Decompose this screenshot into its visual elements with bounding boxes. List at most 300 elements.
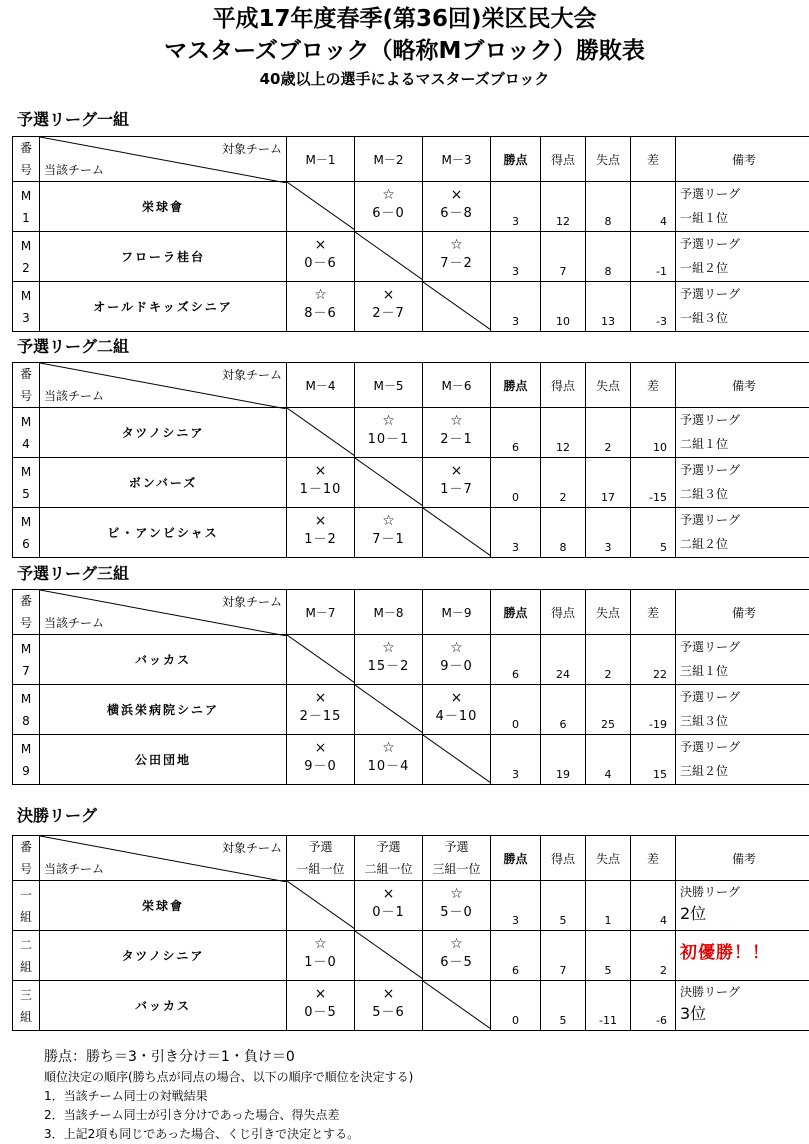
match-score: 1－7	[423, 481, 490, 499]
wins-points: 0	[491, 685, 541, 735]
standings-table	[12, 835, 809, 1031]
team-number	[13, 182, 40, 232]
win-star-icon: ☆	[355, 411, 422, 431]
number-header-bottom: 号	[13, 858, 39, 880]
points-conceded: 1	[586, 881, 631, 931]
win-star-icon: ☆	[423, 411, 490, 431]
header-row	[13, 590, 809, 635]
number-header-top: 番	[13, 836, 39, 858]
team-number-bottom: 2	[13, 257, 39, 279]
points-conceded: -11	[586, 981, 631, 1031]
opponent-header: M－7	[287, 590, 355, 635]
scored-header: 得点	[541, 836, 586, 881]
match-score: 4－10	[423, 708, 490, 726]
number-header-top: 番	[13, 363, 39, 385]
points-conceded: 13	[586, 282, 631, 332]
remarks-line-2: 一組２位	[680, 256, 809, 280]
table-row	[13, 981, 809, 1031]
remarks	[676, 931, 809, 981]
match-result	[355, 508, 423, 558]
team-header	[40, 363, 287, 408]
number-header	[13, 590, 40, 635]
table-row	[13, 735, 809, 785]
remarks	[676, 508, 809, 558]
loss-cross-icon: ×	[287, 511, 354, 531]
table-row	[13, 508, 809, 558]
team-name: 公田団地	[40, 735, 287, 785]
legend	[44, 1046, 413, 1144]
wins-points: 3	[491, 232, 541, 282]
wins-points: 6	[491, 408, 541, 458]
win-star-icon: ☆	[423, 884, 490, 904]
match-score: 9－0	[423, 658, 490, 676]
self-match-cell	[355, 232, 423, 282]
team-number-bottom: 組	[13, 906, 39, 928]
points-header: 勝点	[491, 590, 541, 635]
match-score: 1－10	[287, 481, 354, 499]
team-number-top: 三	[13, 984, 39, 1006]
remarks	[676, 881, 809, 931]
table-row	[13, 182, 809, 232]
team-number-top: M	[13, 285, 39, 307]
point-diff: -15	[631, 458, 676, 508]
wins-points: 3	[491, 508, 541, 558]
title-block	[0, 4, 809, 90]
remarks-line-2: 二組３位	[680, 482, 809, 506]
point-diff: 22	[631, 635, 676, 685]
diff-header: 差	[631, 363, 676, 408]
remarks-line-1: 決勝リーグ	[680, 981, 809, 1003]
match-score: 9－0	[287, 758, 354, 776]
table-row	[13, 881, 809, 931]
loss-cross-icon: ×	[287, 688, 354, 708]
champion-label: 初優勝！！	[680, 931, 809, 975]
remarks	[676, 232, 809, 282]
loss-cross-icon: ×	[287, 235, 354, 255]
header-row	[13, 836, 809, 881]
remarks-header: 備考	[676, 137, 809, 182]
title-line-3: 40歳以上の選手によるマスターズブロック	[0, 68, 809, 90]
wins-points: 0	[491, 981, 541, 1031]
points-scored: 8	[541, 508, 586, 558]
match-score: 5－0	[423, 904, 490, 922]
win-star-icon: ☆	[287, 285, 354, 305]
match-score: 5－6	[355, 1004, 422, 1022]
points-scored: 2	[541, 458, 586, 508]
match-result	[355, 408, 423, 458]
standings-table	[12, 136, 809, 332]
number-header-top: 番	[13, 590, 39, 612]
legend-rule-2: 2．当該チーム同士が引き分けであった場合、得失点差	[44, 1106, 413, 1125]
wins-points: 3	[491, 282, 541, 332]
number-header	[13, 363, 40, 408]
match-result	[287, 508, 355, 558]
self-match-cell	[287, 182, 355, 232]
legend-points: 勝点：勝ち＝3・引き分け＝1・負け＝0	[44, 1046, 413, 1068]
own-team-label: 当該チーム	[44, 614, 104, 631]
team-name: タツノシニア	[40, 931, 287, 981]
self-match-cell	[287, 408, 355, 458]
match-result	[423, 232, 491, 282]
remarks-line-2: 一組３位	[680, 306, 809, 330]
points-scored: 6	[541, 685, 586, 735]
opponent-header-bottom: 一組一位	[287, 858, 354, 880]
point-diff: 2	[631, 931, 676, 981]
points-scored: 19	[541, 735, 586, 785]
match-score: 2－15	[287, 708, 354, 726]
opponent-header-bottom: 三組一位	[423, 858, 490, 880]
loss-cross-icon: ×	[355, 285, 422, 305]
point-diff: 15	[631, 735, 676, 785]
match-score: 7－2	[423, 255, 490, 273]
match-result	[355, 182, 423, 232]
match-score: 0－6	[287, 255, 354, 273]
conceded-header: 失点	[586, 836, 631, 881]
team-number-top: M	[13, 411, 39, 433]
table-row	[13, 685, 809, 735]
points-header: 勝点	[491, 137, 541, 182]
point-diff: -19	[631, 685, 676, 735]
team-name: ボンバーズ	[40, 458, 287, 508]
points-conceded: 5	[586, 931, 631, 981]
team-header	[40, 836, 287, 881]
match-result	[287, 458, 355, 508]
legend-rule-1: 1．当該チーム同士の対戦結果	[44, 1087, 413, 1106]
loss-cross-icon: ×	[423, 461, 490, 481]
self-match-cell	[287, 881, 355, 931]
team-number-bottom: 7	[13, 660, 39, 682]
conceded-header: 失点	[586, 363, 631, 408]
header-row	[13, 137, 809, 182]
remarks	[676, 282, 809, 332]
self-match-cell	[423, 735, 491, 785]
number-header-bottom: 号	[13, 159, 39, 181]
self-match-cell	[423, 282, 491, 332]
points-scored: 12	[541, 408, 586, 458]
match-score: 0－5	[287, 1004, 354, 1022]
opponent-header	[287, 836, 355, 881]
match-score: 0－1	[355, 904, 422, 922]
remarks	[676, 685, 809, 735]
section-title: 予選リーグ三組	[17, 564, 129, 584]
match-score: 10－1	[355, 431, 422, 449]
opponent-header: M－5	[355, 363, 423, 408]
conceded-header: 失点	[586, 590, 631, 635]
team-name: タツノシニア	[40, 408, 287, 458]
remarks-line-1: 決勝リーグ	[680, 881, 809, 903]
remarks-line-2: 三組３位	[680, 709, 809, 733]
legend-rule-intro: 順位決定の順序(勝ち点が同点の場合、以下の順序で順位を決定する)	[44, 1068, 413, 1087]
team-number	[13, 635, 40, 685]
match-score: 15－2	[355, 658, 422, 676]
legend-rule-3: 3．上記2項も同じであった場合、くじ引きで決定とする。	[44, 1125, 413, 1144]
opponent-header-top: 予選	[423, 836, 490, 858]
number-header-bottom: 号	[13, 385, 39, 407]
number-header	[13, 836, 40, 881]
match-result	[355, 282, 423, 332]
section-title: 決勝リーグ	[17, 806, 97, 826]
loss-cross-icon: ×	[423, 688, 490, 708]
remarks-line-2: 二組２位	[680, 532, 809, 556]
target-team-label: 対象チーム	[222, 140, 282, 157]
scored-header: 得点	[541, 363, 586, 408]
match-result	[423, 182, 491, 232]
table-row	[13, 458, 809, 508]
target-team-label: 対象チーム	[222, 839, 282, 856]
team-name: ビ・アンビシャス	[40, 508, 287, 558]
points-scored: 5	[541, 881, 586, 931]
wins-points: 0	[491, 458, 541, 508]
remarks-line-1: 予選リーグ	[680, 635, 809, 659]
table-row	[13, 408, 809, 458]
point-diff: -1	[631, 232, 676, 282]
remarks-line-2: 三組２位	[680, 759, 809, 783]
points-header: 勝点	[491, 363, 541, 408]
remarks-line-1: 予選リーグ	[680, 685, 809, 709]
points-header: 勝点	[491, 836, 541, 881]
match-result	[423, 408, 491, 458]
wins-points: 3	[491, 182, 541, 232]
points-scored: 10	[541, 282, 586, 332]
points-conceded: 25	[586, 685, 631, 735]
match-score: 7－1	[355, 531, 422, 549]
remarks-header: 備考	[676, 363, 809, 408]
wins-points: 3	[491, 735, 541, 785]
remarks-line-2: 2位	[680, 903, 809, 925]
remarks-header: 備考	[676, 836, 809, 881]
standings-table	[12, 362, 809, 558]
self-match-cell	[423, 508, 491, 558]
team-header	[40, 590, 287, 635]
team-number-top: M	[13, 638, 39, 660]
team-number-top: M	[13, 738, 39, 760]
team-number-bottom: 3	[13, 307, 39, 329]
team-number	[13, 735, 40, 785]
team-name: オールドキッズシニア	[40, 282, 287, 332]
match-result	[423, 931, 491, 981]
opponent-header: M－3	[423, 137, 491, 182]
number-header	[13, 137, 40, 182]
match-result	[423, 458, 491, 508]
team-number-top: M	[13, 688, 39, 710]
remarks-line-1: 予選リーグ	[680, 508, 809, 532]
point-diff: 5	[631, 508, 676, 558]
loss-cross-icon: ×	[287, 984, 354, 1004]
team-number-bottom: 9	[13, 760, 39, 782]
opponent-header: M－1	[287, 137, 355, 182]
opponent-header: M－4	[287, 363, 355, 408]
opponent-header-top: 予選	[287, 836, 354, 858]
remarks	[676, 635, 809, 685]
title-line-1: 平成17年度春季(第36回)栄区民大会	[0, 4, 809, 36]
points-scored: 5	[541, 981, 586, 1031]
team-number-top: 一	[13, 884, 39, 906]
match-result	[423, 881, 491, 931]
points-conceded: 2	[586, 408, 631, 458]
points-conceded: 8	[586, 182, 631, 232]
remarks-line-1: 予選リーグ	[680, 232, 809, 256]
diff-header: 差	[631, 836, 676, 881]
team-name: 栄球會	[40, 881, 287, 931]
win-star-icon: ☆	[355, 185, 422, 205]
point-diff: -3	[631, 282, 676, 332]
win-star-icon: ☆	[423, 235, 490, 255]
scored-header: 得点	[541, 590, 586, 635]
opponent-header: M－6	[423, 363, 491, 408]
standings-table	[12, 589, 809, 785]
team-number-top: M	[13, 235, 39, 257]
match-result	[423, 635, 491, 685]
match-result	[287, 282, 355, 332]
team-number-top: M	[13, 511, 39, 533]
self-match-cell	[355, 458, 423, 508]
opponent-header-top: 予選	[355, 836, 422, 858]
win-star-icon: ☆	[287, 934, 354, 954]
point-diff: -6	[631, 981, 676, 1031]
match-result	[287, 232, 355, 282]
team-number-bottom: 4	[13, 433, 39, 455]
remarks-line-2: 3位	[680, 1003, 809, 1025]
team-name: バッカス	[40, 635, 287, 685]
remarks-line-1: 予選リーグ	[680, 182, 809, 206]
team-name: 横浜栄病院シニア	[40, 685, 287, 735]
team-number	[13, 408, 40, 458]
loss-cross-icon: ×	[287, 738, 354, 758]
team-number-top: 二	[13, 934, 39, 956]
match-result	[355, 735, 423, 785]
points-scored: 12	[541, 182, 586, 232]
self-match-cell	[287, 635, 355, 685]
team-number	[13, 458, 40, 508]
wins-points: 6	[491, 635, 541, 685]
remarks-line-2: 一組１位	[680, 206, 809, 230]
self-match-cell	[355, 931, 423, 981]
team-number	[13, 282, 40, 332]
point-diff: 4	[631, 182, 676, 232]
section-title: 予選リーグ一組	[17, 110, 129, 130]
remarks-line-1: 予選リーグ	[680, 458, 809, 482]
remarks-line-1: 予選リーグ	[680, 408, 809, 432]
match-result	[287, 981, 355, 1031]
opponent-header: M－9	[423, 590, 491, 635]
match-score: 2－1	[423, 431, 490, 449]
points-scored: 24	[541, 635, 586, 685]
point-diff: 10	[631, 408, 676, 458]
team-number-top: M	[13, 185, 39, 207]
team-number	[13, 508, 40, 558]
match-result	[287, 931, 355, 981]
opponent-header: M－8	[355, 590, 423, 635]
remarks-line-2: 二組１位	[680, 432, 809, 456]
wins-points: 3	[491, 881, 541, 931]
match-score: 6－0	[355, 205, 422, 223]
team-header	[40, 137, 287, 182]
remarks-line-1: 予選リーグ	[680, 735, 809, 759]
team-number-bottom: 5	[13, 483, 39, 505]
section-title: 予選リーグ二組	[17, 337, 129, 357]
table-row	[13, 232, 809, 282]
team-number-bottom: 1	[13, 207, 39, 229]
match-score: 8－6	[287, 305, 354, 323]
remarks	[676, 408, 809, 458]
win-star-icon: ☆	[423, 934, 490, 954]
match-score: 1－2	[287, 531, 354, 549]
diff-header: 差	[631, 590, 676, 635]
points-conceded: 2	[586, 635, 631, 685]
own-team-label: 当該チーム	[44, 860, 104, 877]
remarks	[676, 182, 809, 232]
opponent-header: M－2	[355, 137, 423, 182]
opponent-header-bottom: 二組一位	[355, 858, 422, 880]
team-number	[13, 232, 40, 282]
points-conceded: 17	[586, 458, 631, 508]
team-number-bottom: 8	[13, 710, 39, 732]
match-result	[355, 981, 423, 1031]
match-score: 10－4	[355, 758, 422, 776]
match-result	[287, 735, 355, 785]
team-name: 栄球會	[40, 182, 287, 232]
points-scored: 7	[541, 931, 586, 981]
match-score: 1－0	[287, 954, 354, 972]
team-name: バッカス	[40, 981, 287, 1031]
win-star-icon: ☆	[423, 638, 490, 658]
table-row	[13, 635, 809, 685]
loss-cross-icon: ×	[355, 984, 422, 1004]
points-conceded: 4	[586, 735, 631, 785]
number-header-bottom: 号	[13, 612, 39, 634]
win-star-icon: ☆	[355, 511, 422, 531]
scored-header: 得点	[541, 137, 586, 182]
self-match-cell	[355, 685, 423, 735]
loss-cross-icon: ×	[287, 461, 354, 481]
target-team-label: 対象チーム	[222, 366, 282, 383]
title-line-2: マスターズブロック（略称Mブロック）勝敗表	[0, 36, 809, 68]
match-result	[355, 881, 423, 931]
self-match-cell	[423, 981, 491, 1031]
loss-cross-icon: ×	[355, 884, 422, 904]
team-number	[13, 881, 40, 931]
match-result	[355, 635, 423, 685]
remarks-line-2: 三組１位	[680, 659, 809, 683]
remarks-line-1: 予選リーグ	[680, 282, 809, 306]
match-score: 6－5	[423, 954, 490, 972]
remarks	[676, 981, 809, 1031]
loss-cross-icon: ×	[423, 185, 490, 205]
team-number-top: M	[13, 461, 39, 483]
team-number	[13, 931, 40, 981]
number-header-top: 番	[13, 137, 39, 159]
own-team-label: 当該チーム	[44, 161, 104, 178]
target-team-label: 対象チーム	[222, 593, 282, 610]
points-conceded: 3	[586, 508, 631, 558]
diff-header: 差	[631, 137, 676, 182]
match-score: 2－7	[355, 305, 422, 323]
match-result	[423, 685, 491, 735]
team-number	[13, 685, 40, 735]
table-row	[13, 282, 809, 332]
remarks	[676, 735, 809, 785]
opponent-header	[355, 836, 423, 881]
team-number-bottom: 組	[13, 1006, 39, 1028]
opponent-header	[423, 836, 491, 881]
win-star-icon: ☆	[355, 638, 422, 658]
match-result	[287, 685, 355, 735]
team-number-bottom: 組	[13, 956, 39, 978]
table-row	[13, 931, 809, 981]
points-conceded: 8	[586, 232, 631, 282]
win-star-icon: ☆	[355, 738, 422, 758]
remarks	[676, 458, 809, 508]
